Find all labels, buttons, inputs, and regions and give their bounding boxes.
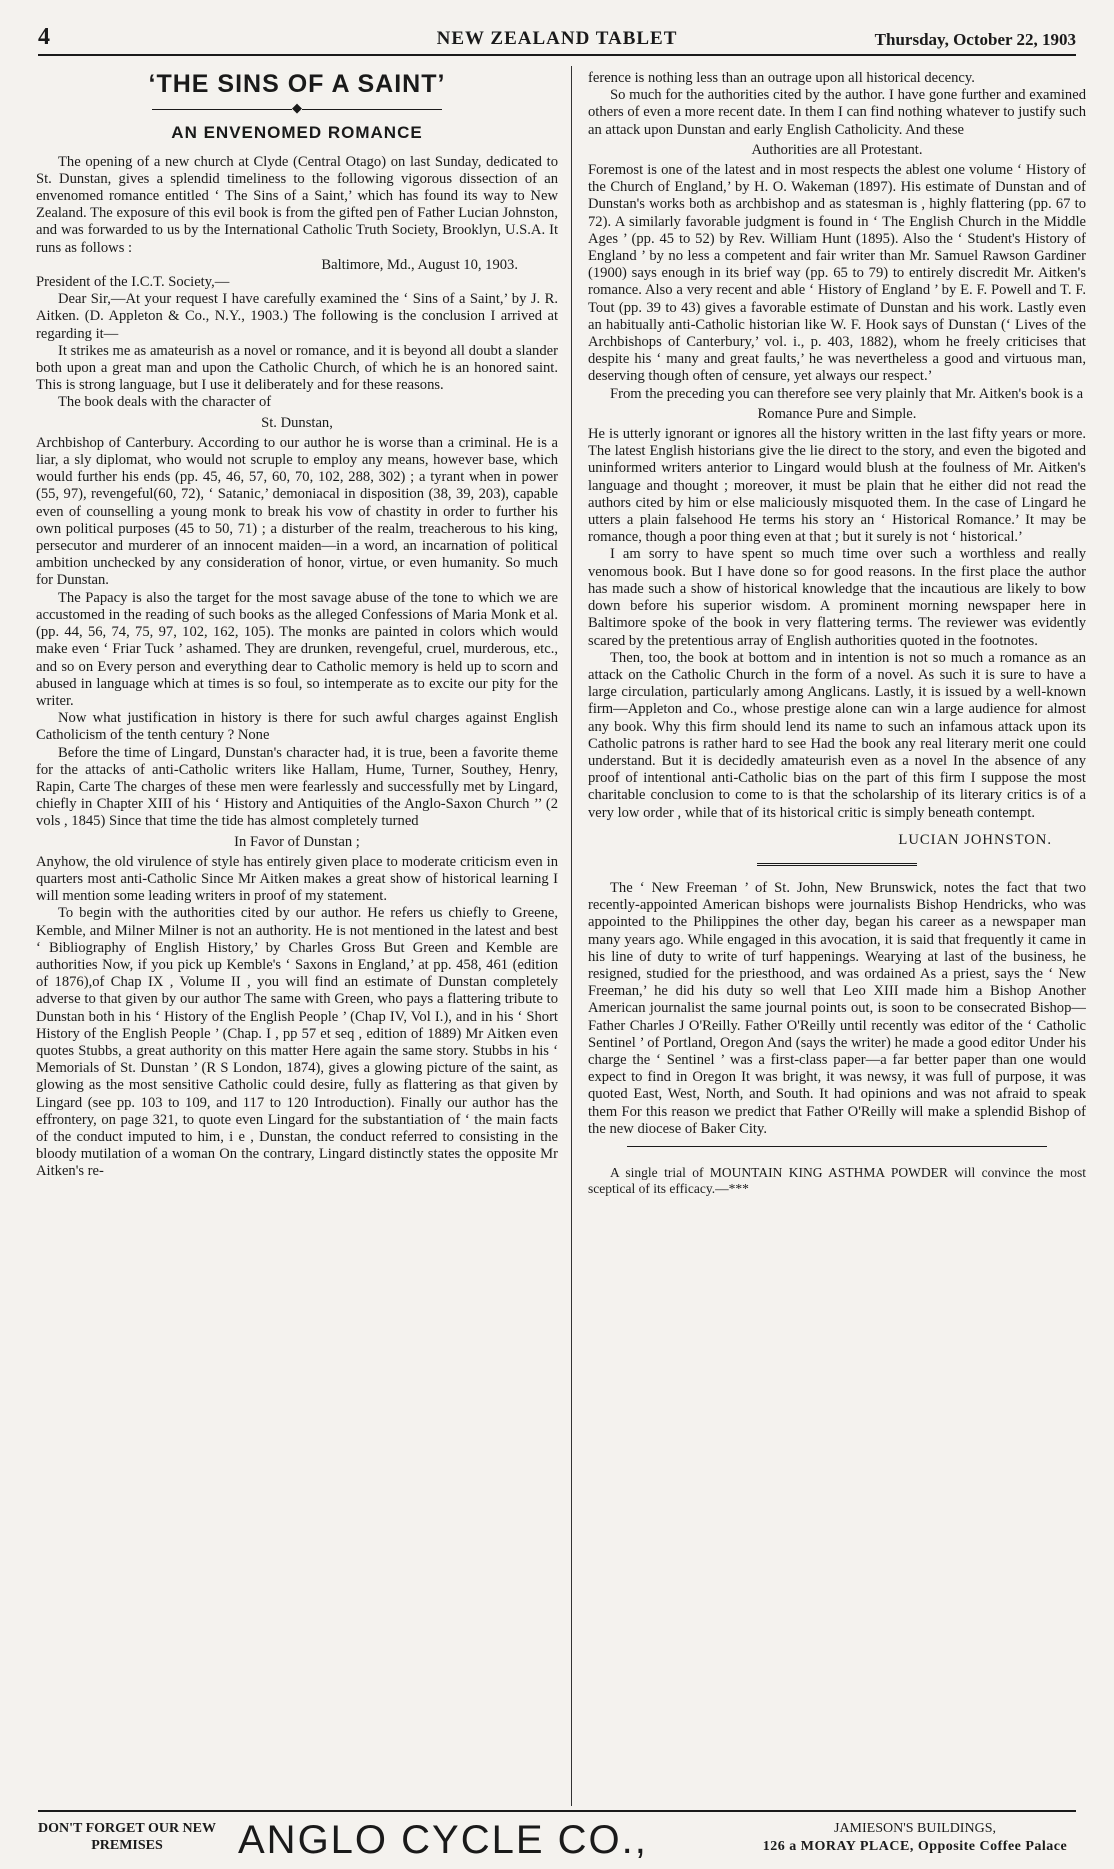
paragraph: Foremost is one of the latest and in most respects the ablest one volume ‘ History of the Church of England,’ by H. O. Wakeman (1897). His estimate of Dunstan and of Dunstan's works both as archbishop and as statesman is , highly flattering (pp. 67 to 72). A similarly favorable judgment is found in ‘ The English Church in the Middle Ages ’ (pp. 45 to 52) by Rev. William Hunt (1895). Also the ‘ Student's History of England ’ by no less a competent and fair writer than Mr. Samuel Rawson Gardiner (1900) says enough in its brief way (pp. 65 to 79) to entirely discredit Mr. Aitken's romance. Also a very recent and able ‘ History of England ’ by E. F. Powell and T. F. Tout (pp. 39 to 43) gives a favorable estimate of Dunstan and his work. Lastly even an habitually anti-Catholic historian like W. F. Hook says of Dunstan (‘ Lives of the Archbishops of Canterbury,’ vol. i., p. 403, 1882), whom he freely criticises that despite his ‘ many and great faults,’ he was nevertheless a good and virtuous man, deserving though often of censure, yet always our respect.’ bbox=[588, 162, 1086, 385]
advertiser-name: ANGLO CYCLE CO., bbox=[238, 1818, 648, 1862]
paragraph: The opening of a new church at Clyde (Central Otago) on last Sunday, dedicated to St. Dunstan, gives a splendid timeliness to the following vigorous dissection of an envenomed romance entitled ‘ The Sins of a Saint,’ which has found its way to New Zealand. The exposure of this evil book is from the gifted pen of Father Lucian Johnston, and was forwarded to us by the International Catholic Truth Society, Brooklyn, U.S.A. It runs as follows : bbox=[36, 153, 558, 256]
paragraph: Archbishop of Canterbury. According to our author he is worse than a criminal. He is a liar, a sly diplomat, who would not scruple to employ any means, however base, which would further his ends (pp. 45, 46, 57, 60, 70, 102, 288, 302) ; a tyrant when in power (55, 97), revengeful(60, 72), ‘ Satanic,’ demoniacal in disposition (38, 39, 203), capable even of counselling a young monk to break his vow of chastity in order to further his own political purposes (45 to 50, 71) ; a disturber of the realm, treacherous to his king, persecutor and murderer of an innocent maiden—in a word, an incarnation of political ambition unchecked by any consideration of honor, virtue, or even humanity. So much for Dunstan. bbox=[36, 434, 558, 589]
advertisement-footer bbox=[38, 1810, 1076, 1866]
paragraph: I am sorry to have spent so much time over such a worthless and really venomous book. But I have done so for good reasons. In the first place the author has made such a show of historical knowledge that the incautious are likely to bow down before his superior wisdom. A prominent morning newspaper here in Baltimore spoke of the book in very flattering terms. The reviewer was evidently scared by the pretentious array of English authorities quoted in the footnotes. bbox=[588, 546, 1086, 649]
title-ornament: ◆ bbox=[36, 99, 558, 116]
section-heading: St. Dunstan, bbox=[261, 414, 333, 431]
notice-separator bbox=[627, 1146, 1047, 1147]
paragraph: So much for the authorities cited by the author. I have gone further and examined others of even a more recent date. In them I can find nothing whatever to justify such an attack upon Dunstan and early English Catholicity. And these bbox=[588, 87, 1086, 138]
page-number: 4 bbox=[38, 24, 50, 50]
column-divider bbox=[571, 66, 572, 1806]
masthead: NEW ZEALAND TABLET bbox=[436, 28, 678, 49]
footer-address-line1: JAMIESON'S BUILDINGS, bbox=[834, 1821, 996, 1836]
paragraph: He is utterly ignorant or ignores all the history written in the last fifty years or more. The latest English historians give the lie direct to the story, and even the bigoted and uninformed writers anterior to Lingard would blush at the foulness of Mr. Aitken's language and thought ; moreover, it must be plain that he either did not read the authors cited by him or else maliciously misquoted them. In the case of Lingard he utters a plain falsehood He terms his story an ‘ Historical Romance.’ It may be romance, though a poor thing even at that ; but it surely is not ‘ historical.’ bbox=[588, 426, 1086, 546]
right-column bbox=[588, 70, 1086, 1800]
paragraph: It strikes me as amateurish as a novel or romance, and it is beyond all doubt a slander both upon a great man and upon the Catholic Church, of which he is an honored saint. This is strong language, but I use it deliberately and for these reasons. bbox=[36, 342, 558, 394]
paragraph: From the preceding you can therefore see very plainly that Mr. Aitken's book is a bbox=[610, 385, 1084, 402]
article-separator bbox=[757, 863, 917, 866]
asthma-powder-notice bbox=[588, 1159, 1086, 1197]
left-column bbox=[36, 70, 558, 1800]
issue-date: Thursday, October 22, 1903 bbox=[874, 30, 1076, 49]
footer-address-line2: 126 a MORAY PLACE, Opposite Coffee Palace bbox=[762, 1839, 1068, 1854]
paragraph: Anyhow, the old virulence of style has entirely given place to moderate criticism even in quarters most anti-Catholic Since Mr Aitken makes a great show of historical learning I will mention some leading writers in proof of my statement. bbox=[36, 853, 558, 905]
paragraph: The Papacy is also the target for the most savage abuse of the tone to which we are accustomed in the reading of such books as the alleged Confessions of Maria Monk et al. (pp. 44, 56, 74, 75, 97, 102, 162, 105). The monks are painted in colors which would make even ‘ Friar Tuck ’ ashamed. They are drunken, revengeful, cruel, murderous, etc., and so on Every person and everything dear to Catholic memory is held up to scorn and abused in language which at times is so foul, so intemperate as to excite our pity for the writer. bbox=[36, 589, 558, 709]
paragraph: To begin with the authorities cited by our author. He refers us chiefly to Greene, Kemble, and Milner Milner is not an authority. He is not mentioned in the latest and best ‘ Bibliography of English History,’ by Charles Gross But Green and Kemble are authorities Now, if you pick up Kemble's ‘ Saxons in England,’ at pp. 458, 461 (edition of 1876),of Chap IX , Volume II , you will find an estimate of Dunstan completely adverse to that given by our author The same with Green, who pays a flattering tribute to Dunstan both in his ‘ History of the English People ’ (Chap IV, Vol I.), and in his ‘ Short History of the English People ’ (Chap. I , pp 57 et seq , edition of 1889) Mr Aitken even quotes Stubbs, a great authority on this matter Here again the same story. Stubbs in his ‘ Memorials of St. Dunstan ’ (R S London, 1874), gives a glowing picture of the saint, as glowing as the most sensitive Catholic could desire, fully as flattering as that given by Lingard (see pp. 103 to 109, and 117 to 120 Introduction). Finally our author has the effrontery, on page 321, to quote even Lingard for the substantiation of ‘ the main facts of the conduct imputed to him, i e , Dunstan, the conduct referred to consisting in the bloody mutilation of a woman On the contrary, Lingard distinctly states the opposite Mr Aitken's re- bbox=[36, 905, 558, 1180]
footer-address bbox=[754, 1820, 1076, 1856]
section-heading: Romance Pure and Simple. bbox=[757, 405, 917, 422]
second-article-paragraph: The ‘ New Freeman ’ of St. John, New Brunswick, notes the fact that two recently-appointed American bishops were journalists Bishop Hendricks, who was appointed to the Philippines the other day, began his career as a newspaper man many years ago. While engaged in this avocation, it is said that frequently it came in his line of duty to write of turf happenings. Wearying at last of the business, he resigned, studied for the priesthood, and was ordained As a priest, says the ‘ New Freeman,’ he did his duty so well that Leo XIII made him a Bishop Another American journalist the same journal points out, is soon to be consecrated Bishop—Father Charles J O'Reilly. Father O'Reilly until recently was editor of the ‘ Catholic Sentinel ’ of Portland, Oregon And (says the writer) he made a good editor Under his charge the ‘ Sentinel ’ was a first-class paper—a far better paper than one would expect to find in Oregon It was bright, it was newsy, it was full of purpose, it was quoted East, West, North, and South. It had opinions and was not afraid to speak them For this reason we predict that Father O'Reilly will make a splendid Bishop of the new diocese of Baker City. bbox=[588, 879, 1086, 1137]
paragraph: Dear Sir,—At your request I have carefully examined the ‘ Sins of a Saint,’ by J. R. Aitken. (D. Appleton & Co., N.Y., 1903.) The following is the conclusion I arrived at regarding it— bbox=[36, 291, 558, 342]
article-title: ‘THE SINS OF A SAINT’ bbox=[148, 70, 446, 98]
footer-left-text: DON'T FORGET OUR NEW PREMISES bbox=[38, 1821, 217, 1853]
paragraph: Before the time of Lingard, Dunstan's character had, it is true, been a favorite theme for the attacks of anti-Catholic writers like Hallam, Hume, Turner, Southey, Henry, Rapin, Carte The charges of these men were fearlessly and successfully met by Lingard, chiefly in Chapter XIII of his ‘ History and Antiquities of the Anglo-Saxon Church ’’ (2 vols , 1845) Since that time the tide has almost completely turned bbox=[36, 744, 558, 830]
page-header bbox=[38, 20, 1076, 56]
letter-addressee: President of the I.C.T. Society,— bbox=[36, 274, 230, 291]
paragraph: ference is nothing less than an outrage upon all historical decency. bbox=[588, 70, 975, 86]
notice-text: A single trial of MOUNTAIN KING ASTHMA POWDER will convince the most sceptical of its efficacy.—*** bbox=[588, 1164, 1086, 1196]
section-heading: Authorities are all Protestant. bbox=[751, 141, 923, 158]
paragraph: Then, too, the book at bottom and in intention is not so much a romance as an attack on the Catholic Church in the form of a novel. As such it is sure to have a large circulation, particularly among Anglicans. Lastly, it is issued by a well-known firm—Appleton and Co., whose prestige alone can win a large audience for almost any book. Why this firm should lend its name to such an infamous attack upon its Catholic patrons is rather hard to see Had the book any real literary merit one could understand. But it is decidedly amateurish even as a novel In the absence of any proof of intentional anti-Catholic bias on the part of this firm I suppose the most charitable conclusion to come to is that the scholarship of its literary critics is of a very low order , while that of its historical critic is simply beneath contempt. bbox=[588, 649, 1086, 821]
section-heading: In Favor of Dunstan ; bbox=[234, 833, 360, 850]
paragraph: Now what justification in history is there for such awful charges against English Catholicism of the tenth century ? None bbox=[36, 710, 558, 744]
paragraph: The book deals with the character of bbox=[58, 394, 272, 411]
article-subtitle: AN ENVENOMED ROMANCE bbox=[171, 123, 423, 143]
signature: LUCIAN JOHNSTON. bbox=[898, 831, 1052, 848]
letter-dateline: Baltimore, Md., August 10, 1903. bbox=[321, 256, 518, 273]
